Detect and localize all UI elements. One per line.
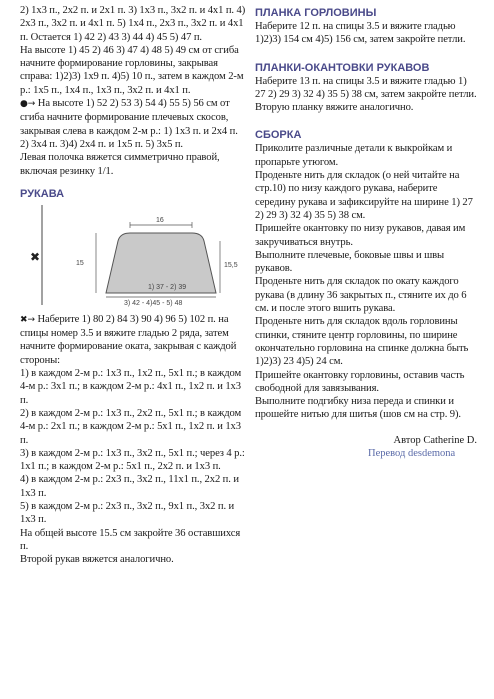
paragraph: Второй рукав вяжется аналогично. <box>20 554 174 566</box>
paragraph: ●→ На высоте 1) 52 2) 53 3) 54 4) 55 5) 56 см от сгиба начните формирование плечевых скосов, закрывая слева в каждом 2-м р.: 1) 1x3 п. и 2x4 п. 2) 3x4 п. 3)4) 2x4 п. и 1x5 п. 5) 3x5 п. <box>20 98 238 150</box>
sleeve-schematic <box>20 203 248 307</box>
dimension-bottom-1: 1) 37 - 2) 39 <box>148 283 187 291</box>
paragraph: 2) 1x3 п., 2x2 п. и 2x1 п. 3) 1x3 п., 3x2 п. и 4x1 п. 4) 2x3 п., 3x2 п. и 4x1 п. 5) 1x4 п., 2x3 п., 3x2 п. и 4x1 п. Остается 1) 42 2) 43 3) 44 4) 45 5) 47 п. <box>20 5 246 43</box>
section-heading: ПЛАНКА ГОРЛОВИНЫ <box>255 7 377 19</box>
paragraph: Наберите 12 п. на спицы 3.5 и вяжите гладью 1)2)3) 154 см 4)5) 156 см, затем закройте петли. <box>255 21 466 46</box>
star-arrow-icon: ✖→ <box>20 314 35 325</box>
credits <box>255 435 477 459</box>
paragraph: Выполните подгибку низа переда и спинки и прошейте нитью для шитья (шов см на стр. 9). <box>255 396 461 421</box>
x-mark-icon: ✖ <box>30 249 41 264</box>
paragraph: Приколите различные детали к выкройкам и пропарьте утюгом. <box>255 143 453 168</box>
paragraph: 1) в каждом 2-м р.: 1x3 п., 1x2 п., 5x1 п.; в каждом 4-м р.: 3x1 п.; в каждом 2-м р.: 4x1 п., 1x2 п. и 1x3 п. <box>20 368 242 406</box>
dimension-top: 16 <box>156 216 164 224</box>
author-line: Автор Catherine D. <box>393 434 477 446</box>
bullet-arrow-icon: ●→ <box>20 99 36 110</box>
paragraph: На высоте 1) 45 2) 46 3) 47 4) 48 5) 49 см от сгиба начните формирование горловины, закрывая справа: 1)2)3) 1x9 п. 4)5) 10 п., затем в каждом 2-м р.: 1x5 п., 1x4 п., 1x3 п., 3x2 п. и 4x1 п. <box>20 44 244 96</box>
paragraph: 2) в каждом 2-м р.: 1x3 п., 2x2 п., 5x1 п.; в каждом 4-м р.: 2x1 п.; в каждом 2-м р.: 5x1 п., 1x2 п. и 1x3 п. <box>20 407 242 446</box>
paragraph: 3) в каждом 2-м р.: 1x3 п., 3x2 п., 5x1 п.; через 4 р.: 1x1 п.; в каждом 2-м р.: 5x1 п., 2x2 п. и 1x3 п. <box>20 447 245 473</box>
paragraph: Наберите 13 п. на спицы 3.5 и вяжите гладью 1) 27 2) 29 3) 32 4) 35 5) 38 см, затем закройте петли. Вторую планку вяжите аналогично. <box>255 75 477 114</box>
paragraph: Проденьте нить для складок вдоль горловины спинки, стяните центр горловины, по ширине окончательно горловина на спинке должна быть 1)2)3) 23 4)5) 24 см. <box>255 316 469 368</box>
dimension-left: 15 <box>76 259 84 267</box>
section-heading: СБОРКА <box>255 129 302 142</box>
dimension-right: 15,5 <box>224 261 238 269</box>
section-heading: ПЛАНКИ-ОКАНТОВКИ РУКАВОВ <box>255 61 430 74</box>
paragraph: ✖→ Наберите 1) 80 2) 84 3) 90 4) 96 5) 102 п. на спицы номер 3.5 и вяжите гладью 2 ряда, затем начните формирование оката, закрывая с каждой стороны: <box>20 313 237 366</box>
paragraph: Выполните плечевые, боковые швы и швы рукавов. <box>255 249 445 275</box>
dimension-bottom-2: 3) 42 - 4)45 - 5) 48 <box>124 299 183 307</box>
sleeve-diagram <box>20 203 248 307</box>
paragraph: Левая полочка вяжется симметрично правой, включая резинку 1/1. <box>20 152 220 177</box>
paragraph: 5) в каждом 2-м р.: 2x3 п., 3x2 п., 9x1 п., 3x2 п. и 1x3 п. <box>20 501 235 526</box>
paragraph: Пришейте окантовку по низу рукавов, давая им закручиваться внутрь. <box>255 223 466 248</box>
left-column <box>20 4 248 567</box>
paragraph: Проденьте нить для складок по окату каждого рукава (в длину 36 закрытых п., стяните их до 6 см. и после этого вшить рукава. <box>255 276 467 315</box>
paragraph: На общей высоте 15.5 см закройте 36 оставшихся п. <box>20 527 241 552</box>
paragraph: 4) в каждом 2-м р.: 2x3 п., 3x2 п., 11x1 п., 2x2 п. и 1x3 п. <box>20 474 239 499</box>
paragraph: Проденьте нить для складок (о ней читайте на стр.10) по низу каждого рукава, наберите середину рукава и зафиксируйте на ширине 1) 27 2) 29 3) 32 4) 35 5) 38 см. <box>255 170 473 221</box>
paragraph: Пришейте окантовку горловины, оставив часть свободной для завязывания. <box>255 369 465 394</box>
translator-line: Перевод desdemona <box>368 447 456 459</box>
right-column <box>255 4 477 459</box>
section-heading: РУКАВА <box>20 187 65 200</box>
